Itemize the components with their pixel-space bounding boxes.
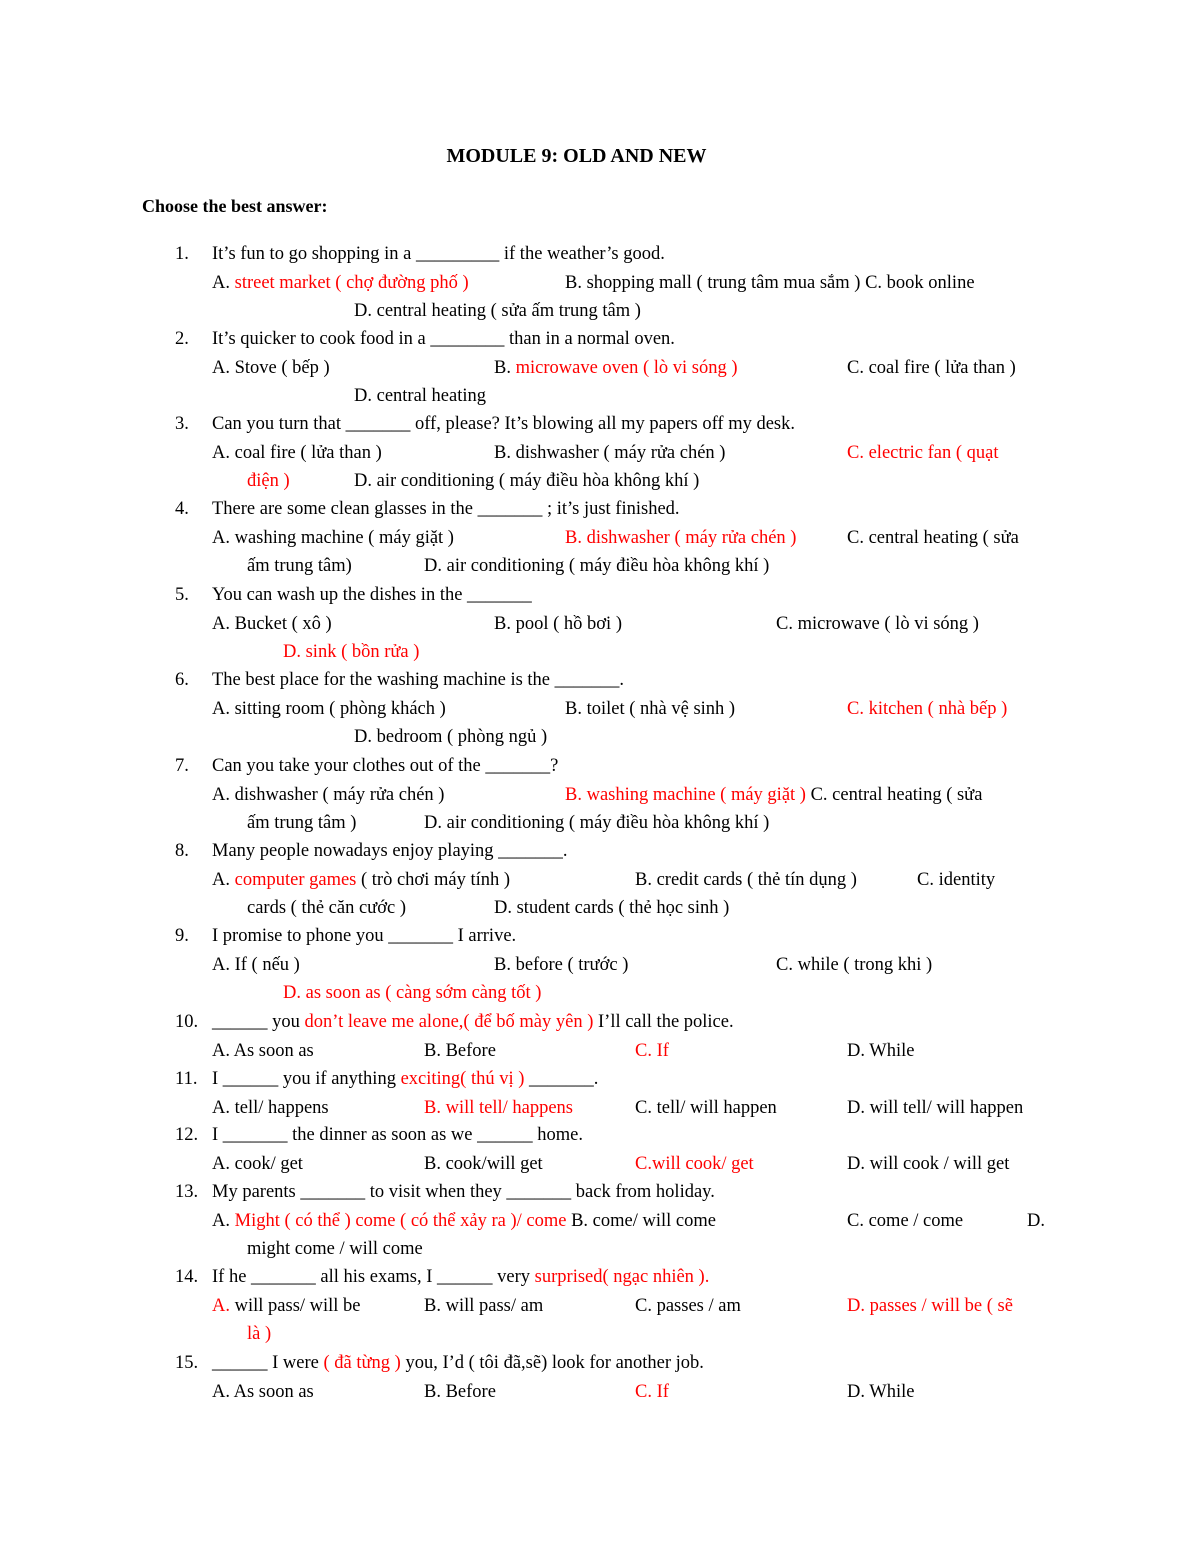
option-text: D. bedroom ( phòng ngủ ) xyxy=(354,727,548,747)
option-text: D. While xyxy=(847,1381,915,1402)
option-text: D. xyxy=(1027,1210,1045,1231)
answer-option xyxy=(776,610,979,638)
option-text: B. will pass/ am xyxy=(424,1295,544,1316)
question-stem xyxy=(212,666,624,694)
option-text: A. coal fire ( lửa than ) xyxy=(212,442,382,463)
correct-answer-text: D. as soon as ( càng sớm càng tốt ) xyxy=(283,983,542,1003)
correct-answer-text: street market ( chợ đường phố ) xyxy=(234,272,469,293)
answer-option xyxy=(494,951,628,979)
instruction: Choose the best answer: xyxy=(142,196,328,216)
answer-option xyxy=(424,809,769,837)
answer-option xyxy=(354,723,547,751)
option-text: ( trò chơi máy tính ) xyxy=(356,869,511,890)
stem-text: It’s fun to go shopping in a _________ if the weather’s good. xyxy=(212,244,665,264)
stem-highlight: surprised( ngạc nhiên ). xyxy=(534,1267,710,1287)
answer-option xyxy=(847,1378,914,1406)
stem-text: Many people nowadays enjoy playing _______. xyxy=(212,841,568,861)
option-text: D. While xyxy=(847,1040,915,1061)
question-stem xyxy=(212,1008,734,1036)
stem-text: I promise to phone you _______ I arrive. xyxy=(212,926,517,946)
question-stem xyxy=(212,1349,704,1377)
question-number: 6. xyxy=(175,670,189,690)
answer-option xyxy=(565,524,796,552)
answer-option xyxy=(565,269,975,297)
question-number: 14. xyxy=(175,1267,199,1287)
option-text: C. identity xyxy=(917,869,996,890)
stem-highlight: exciting( thú vị ) xyxy=(400,1069,525,1089)
option-text: A. sitting room ( phòng khách ) xyxy=(212,698,446,719)
answer-option xyxy=(212,1207,716,1235)
option-text: C. central heating ( sửa xyxy=(847,527,1019,548)
question-number: 9. xyxy=(175,926,189,946)
correct-answer-text: D. passes / will be ( sẽ xyxy=(847,1295,1013,1316)
option-text: C. coal fire ( lửa than ) xyxy=(847,357,1016,378)
option-text: A. xyxy=(212,869,235,890)
answer-option xyxy=(494,610,622,638)
question-stem xyxy=(212,325,675,353)
correct-answer-text: B. washing machine ( máy giặt ) xyxy=(565,784,806,805)
correct-answer-text: C. If xyxy=(635,1040,669,1061)
stem-highlight: don’t leave me alone,( để bố mày yên ) xyxy=(304,1012,594,1032)
stem-text: My parents _______ to visit when they _______ back from holiday. xyxy=(212,1182,715,1202)
answer-option xyxy=(424,1292,543,1320)
answer-option xyxy=(847,1292,1013,1320)
answer-option xyxy=(212,269,469,297)
answer-option xyxy=(847,524,1019,552)
option-text: D. central heating ( sửa ấm trung tâm ) xyxy=(354,301,641,321)
answer-option xyxy=(354,382,486,410)
question-number: 12. xyxy=(175,1125,199,1145)
answer-option xyxy=(283,638,419,666)
stem-text: I ______ you if anything xyxy=(212,1069,401,1089)
option-text: B. come/ will come xyxy=(566,1210,716,1231)
question-stem xyxy=(212,1065,598,1093)
answer-option xyxy=(212,1094,329,1122)
correct-answer-text: computer games xyxy=(234,869,357,890)
correct-answer-text: C.will cook/ get xyxy=(635,1153,754,1174)
option-text: A. dishwasher ( máy rửa chén ) xyxy=(212,784,445,805)
answer-option xyxy=(424,1094,573,1122)
stem-text: Can you take your clothes out of the _______? xyxy=(212,756,559,776)
page-title: MODULE 9: OLD AND NEW xyxy=(446,145,707,167)
answer-option xyxy=(565,695,735,723)
correct-answer-text: B. dishwasher ( máy rửa chén ) xyxy=(565,527,797,548)
answer-option xyxy=(212,695,446,723)
option-text: A. Bucket ( xô ) xyxy=(212,613,332,634)
question-number: 3. xyxy=(175,414,189,434)
answer-option xyxy=(212,524,454,552)
answer-option xyxy=(847,354,1016,382)
answer-option xyxy=(283,979,541,1007)
option-text: B. Before xyxy=(424,1381,496,1402)
correct-answer-text: D. sink ( bồn rửa ) xyxy=(283,642,420,662)
stem-text: ______ you xyxy=(212,1012,305,1032)
option-text: A. As soon as xyxy=(212,1381,314,1402)
option-text: D. will cook / will get xyxy=(847,1153,1010,1174)
option-text: A. washing machine ( máy giặt ) xyxy=(212,527,454,548)
answer-option xyxy=(1027,1207,1045,1235)
correct-answer-text: điện ) xyxy=(247,471,290,491)
option-text: A. If ( nếu ) xyxy=(212,954,300,975)
answer-option xyxy=(847,1037,914,1065)
answer-option xyxy=(847,439,999,467)
answer-option xyxy=(847,1207,963,1235)
option-text: B. toilet ( nhà vệ sinh ) xyxy=(565,698,736,719)
option-text: C. central heating ( sửa xyxy=(805,784,983,805)
answer-option xyxy=(424,1037,496,1065)
answer-option xyxy=(212,439,382,467)
question-stem xyxy=(212,752,558,780)
question-stem xyxy=(212,1121,583,1149)
answer-option xyxy=(247,552,352,580)
correct-answer-text: A. xyxy=(212,1295,230,1316)
answer-option xyxy=(635,1037,669,1065)
option-text: B. pool ( hồ bơi ) xyxy=(494,613,622,634)
answer-option xyxy=(354,467,699,495)
option-text: A. cook/ get xyxy=(212,1153,303,1174)
stem-highlight: ( đã từng ) xyxy=(323,1353,401,1373)
question-number: 11. xyxy=(175,1069,198,1089)
stem-text: ______ I were xyxy=(212,1353,324,1373)
question-stem xyxy=(212,495,680,523)
answer-option xyxy=(847,695,1007,723)
answer-option xyxy=(212,1378,314,1406)
stem-text: It’s quicker to cook food in a ________ than in a normal oven. xyxy=(212,329,675,349)
answer-option xyxy=(247,467,290,495)
answer-option xyxy=(635,1378,669,1406)
answer-option xyxy=(565,781,982,809)
answer-option xyxy=(212,610,332,638)
stem-text: You can wash up the dishes in the _______ xyxy=(212,585,532,605)
option-text: A. As soon as xyxy=(212,1040,314,1061)
option-text: B. dishwasher ( máy rửa chén ) xyxy=(494,442,726,463)
option-text: C. while ( trong khi ) xyxy=(776,954,933,975)
question-stem xyxy=(212,1178,715,1206)
answer-option xyxy=(494,354,738,382)
question-stem xyxy=(212,581,532,609)
stem-text: you, I’d ( tôi đã,sẽ) look for another job. xyxy=(400,1353,704,1373)
question-stem xyxy=(212,410,795,438)
answer-option xyxy=(776,951,932,979)
question-number: 5. xyxy=(175,585,189,605)
option-text: C. passes / am xyxy=(635,1295,741,1316)
question-stem xyxy=(212,1263,709,1291)
option-text: D. air conditioning ( máy điều hòa không khí ) xyxy=(424,813,770,833)
option-text: D. will tell/ will happen xyxy=(847,1097,1024,1118)
option-text: D. air conditioning ( máy điều hòa không khí ) xyxy=(424,556,770,576)
correct-answer-text: C. kitchen ( nhà bếp ) xyxy=(847,698,1008,719)
option-text: might come / will come xyxy=(247,1239,423,1259)
option-text: B. Before xyxy=(424,1040,496,1061)
question-number: 15. xyxy=(175,1353,199,1373)
question-stem xyxy=(212,837,568,865)
option-text: A. xyxy=(212,1210,235,1231)
question-number: 10. xyxy=(175,1012,199,1032)
option-text: A. Stove ( bếp ) xyxy=(212,357,330,378)
option-text: will pass/ will be xyxy=(230,1295,361,1316)
option-text: A. tell/ happens xyxy=(212,1097,329,1118)
answer-option xyxy=(212,354,330,382)
option-text: B. xyxy=(494,357,516,378)
answer-option xyxy=(424,1150,543,1178)
question-stem xyxy=(212,922,516,950)
question-number: 2. xyxy=(175,329,189,349)
option-text: D. central heating xyxy=(354,386,487,406)
answer-option xyxy=(847,1094,1023,1122)
stem-text: There are some clean glasses in the _______ ; it’s just finished. xyxy=(212,499,680,519)
stem-text: Can you turn that _______ off, please? It’s blowing all my papers off my desk. xyxy=(212,414,795,434)
answer-option xyxy=(494,439,725,467)
option-text: C. come / come xyxy=(847,1210,964,1231)
answer-option xyxy=(354,297,641,325)
answer-option xyxy=(212,866,510,894)
question-number: 1. xyxy=(175,244,189,264)
option-text: D. air conditioning ( máy điều hòa không khí ) xyxy=(354,471,700,491)
answer-option xyxy=(247,894,406,922)
stem-text: If he _______ all his exams, I ______ very xyxy=(212,1267,535,1287)
answer-option xyxy=(847,1150,1009,1178)
option-text: B. cook/will get xyxy=(424,1153,543,1174)
correct-answer-text: B. will tell/ happens xyxy=(424,1097,574,1118)
answer-option xyxy=(917,866,995,894)
option-text: B. shopping mall ( trung tâm mua sắm ) C. book online xyxy=(565,272,975,293)
answer-option xyxy=(212,1292,361,1320)
option-text: A. xyxy=(212,272,235,293)
question-number: 4. xyxy=(175,499,189,519)
question-number: 8. xyxy=(175,841,189,861)
answer-option xyxy=(212,781,444,809)
option-text: C. tell/ will happen xyxy=(635,1097,777,1118)
option-text: C. microwave ( lò vi sóng ) xyxy=(776,613,979,634)
question-number: 13. xyxy=(175,1182,199,1202)
option-text: cards ( thẻ căn cước ) xyxy=(247,898,406,918)
stem-text: The best place for the washing machine is the _______. xyxy=(212,670,625,690)
option-text: B. credit cards ( thẻ tín dụng ) xyxy=(635,869,857,890)
correct-answer-text: microwave oven ( lò vi sóng ) xyxy=(515,357,738,378)
correct-answer-text: C. If xyxy=(635,1381,669,1402)
option-text: ấm trung tâm ) xyxy=(247,813,357,833)
correct-answer-text: là ) xyxy=(247,1324,272,1344)
stem-text: I _______ the dinner as soon as we ______ home. xyxy=(212,1125,583,1145)
answer-option xyxy=(247,1320,271,1348)
option-text: D. student cards ( thẻ học sinh ) xyxy=(494,898,730,918)
answer-option xyxy=(635,866,857,894)
answer-option xyxy=(212,1037,314,1065)
answer-option xyxy=(424,552,769,580)
answer-option xyxy=(424,1378,496,1406)
question-number: 7. xyxy=(175,756,189,776)
option-text: ấm trung tâm) xyxy=(247,556,352,576)
answer-option xyxy=(247,1235,423,1263)
stem-text: I’ll call the police. xyxy=(593,1012,734,1032)
answer-option xyxy=(212,951,300,979)
answer-option xyxy=(635,1292,741,1320)
answer-option xyxy=(635,1094,777,1122)
answer-option xyxy=(635,1150,754,1178)
option-text: B. before ( trước ) xyxy=(494,954,629,975)
answer-option xyxy=(247,809,356,837)
correct-answer-text: C. electric fan ( quạt xyxy=(847,442,999,463)
answer-option xyxy=(212,1150,303,1178)
correct-answer-text: Might ( có thể ) come ( có thể xảy ra )/ come xyxy=(234,1210,567,1231)
answer-option xyxy=(494,894,729,922)
stem-text: _______. xyxy=(524,1069,599,1089)
question-stem xyxy=(212,240,665,268)
